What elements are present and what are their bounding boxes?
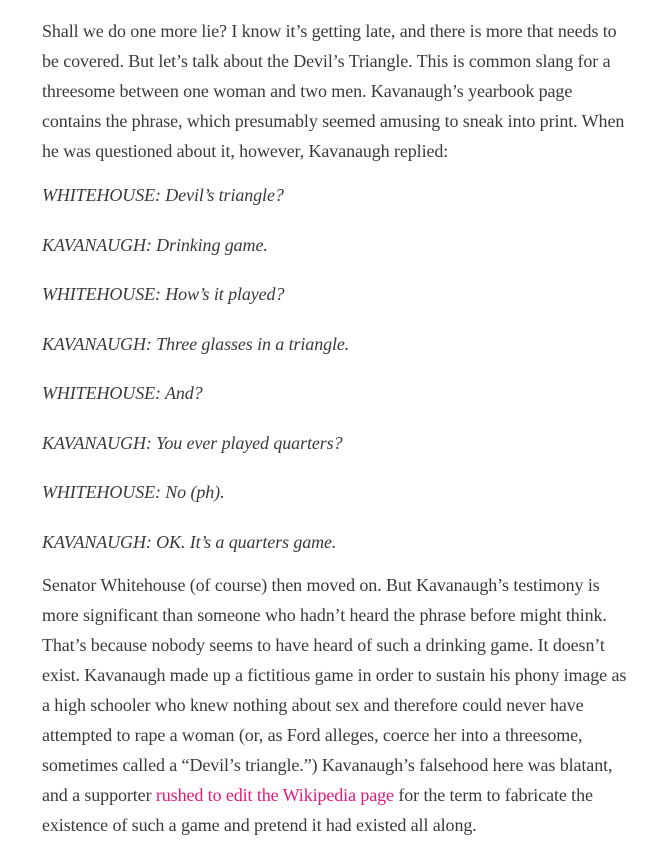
dialogue-block <box>42 180 631 570</box>
dialogue-line: WHITEHOUSE: Devil’s triangle? <box>42 185 284 205</box>
dialogue-line: WHITEHOUSE: No (ph). <box>42 482 225 502</box>
dialogue-line: WHITEHOUSE: And? <box>42 383 203 403</box>
intro-paragraph: Shall we do one more lie? I know it’s getting late, and there is more that needs to be covered. But let’s talk about the Devil’s Triangle. This is common slang for a threesome between one woman and two men. Kavanaugh’s yearbook page contains the phrase, which presumably seemed amusing to sneak into print. When he was questioned about it, however, Kavanaugh replied: <box>42 21 625 161</box>
wikipedia-edit-link[interactable]: rushed to edit the Wikipedia page <box>155 784 394 805</box>
dialogue-line: KAVANAUGH: You ever played quarters? <box>42 432 343 453</box>
conclusion-text-after-link: for the term to fabricate the existence of such a game and pretend it had existed all along. <box>42 784 593 835</box>
conclusion-paragraph <box>42 570 631 840</box>
dialogue-line: KAVANAUGH: Drinking game. <box>42 234 268 255</box>
dialogue-line: KAVANAUGH: OK. It’s a quarters game. <box>42 531 337 552</box>
conclusion-text-before-link: Senator Whitehouse (of course) then moved on. But Kavanaugh’s testimony is more significant than someone who hadn’t heard the phrase before might think. That’s because nobody seems to have heard of such a drinking game. It doesn’t exist. Kavanaugh made up a fictitious game in order to sustain his phony image as a high schooler who knew nothing about sex and therefore could never have attempted to rape a woman (or, as Ford alleges, coerce her into a threesome, sometimes called a “Devil’s triangle.”) Kavanaugh’s falsehood here was blatant, and a supporter <box>42 574 627 805</box>
dialogue-line: KAVANAUGH: Three glasses in a triangle. <box>42 333 350 354</box>
dialogue-line: WHITEHOUSE: How’s it played? <box>42 284 285 304</box>
